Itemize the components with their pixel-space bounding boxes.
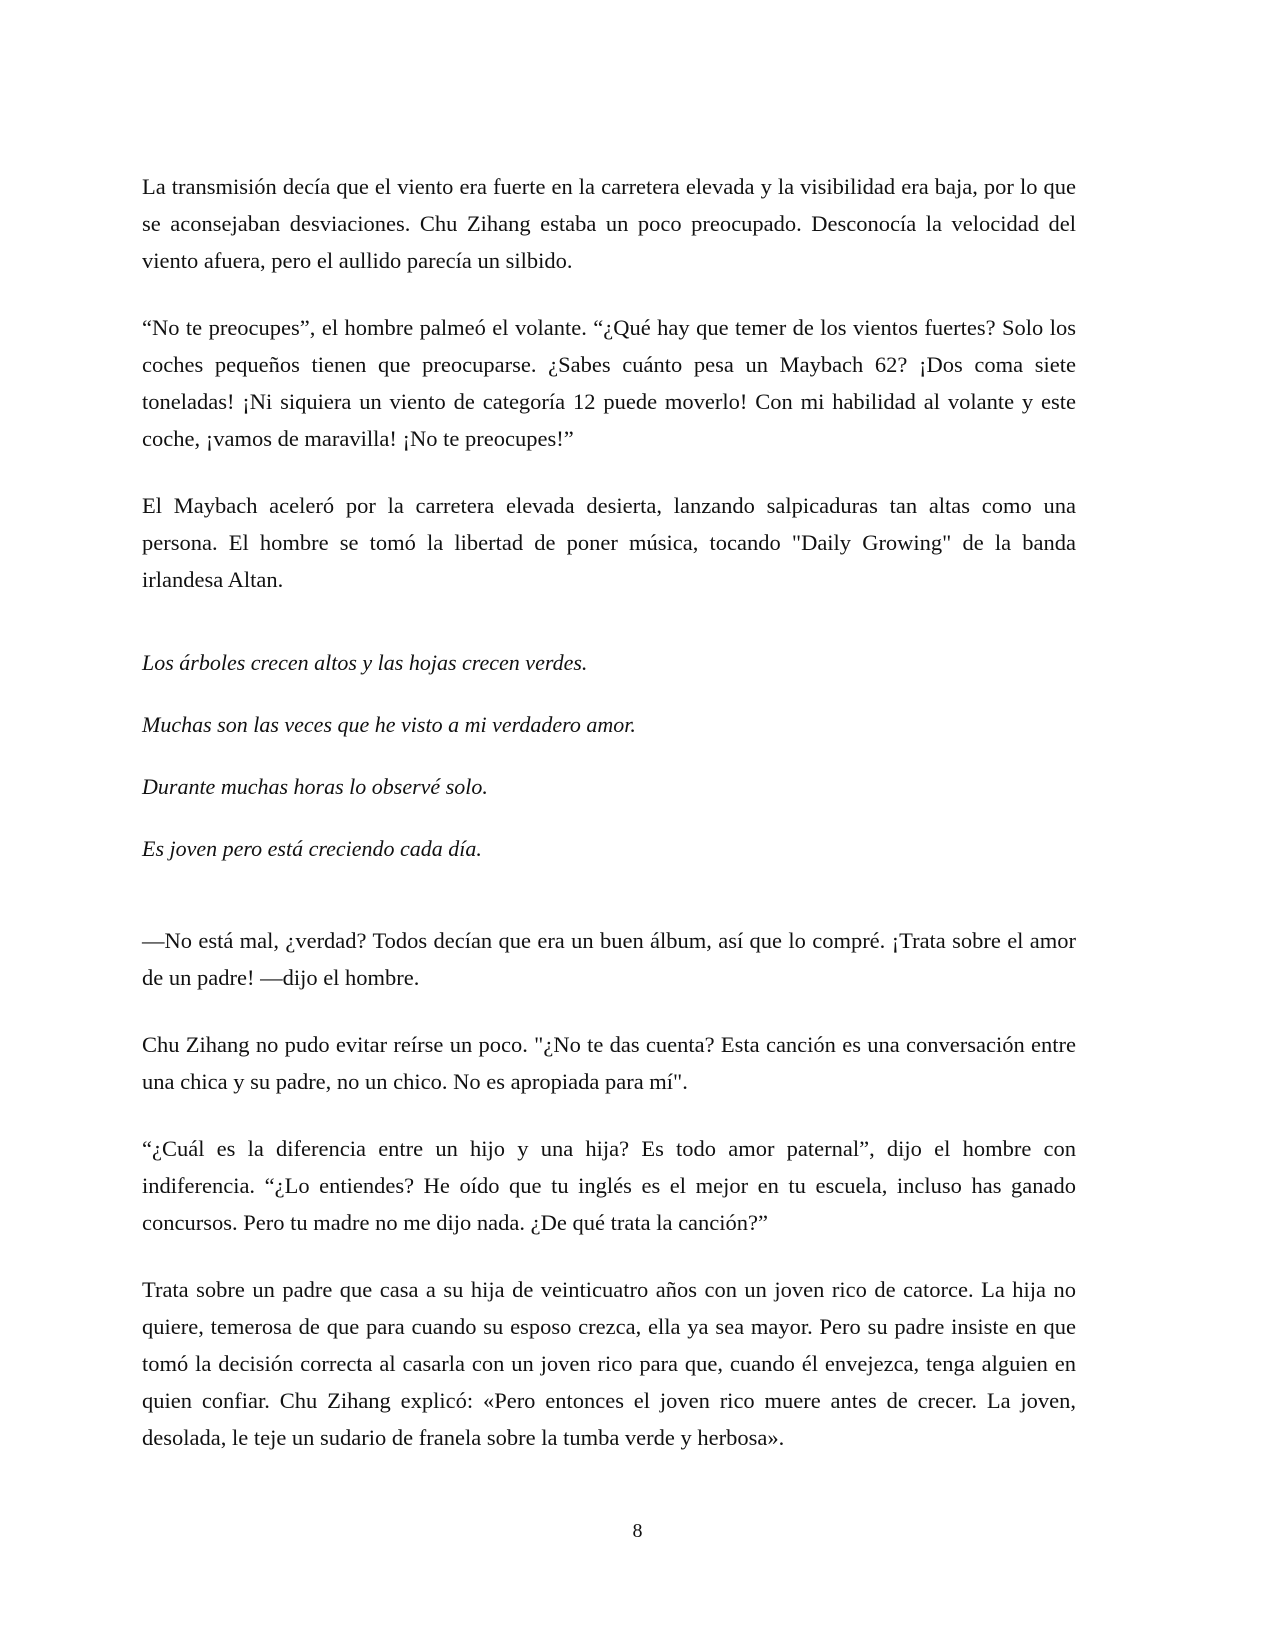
page-number: 8 [632, 1520, 643, 1542]
section-before-lyrics [142, 168, 1076, 598]
body-paragraph: El Maybach aceleró por la carretera elevada desierta, lanzando salpicaduras tan altas como una persona. El hombre se tomó la libertad de poner música, tocando "Daily Growing" de la banda irlandesa Altan. [142, 493, 1076, 592]
body-paragraph: —No está mal, ¿verdad? Todos decían que era un buen álbum, así que lo compré. ¡Trata sobre el amor de un padre! —dijo el hombre. [142, 928, 1076, 990]
body-paragraph: Chu Zihang no pudo evitar reírse un poco. "¿No te das cuenta? Esta canción es una conversación entre una chica y su padre, no un chico. No es apropiada para mí". [142, 1032, 1076, 1094]
body-paragraph: Trata sobre un padre que casa a su hija de veinticuatro años con un joven rico de catorce. La hija no quiere, temerosa de que para cuando su esposo crezca, ella ya sea mayor. Pero su padre insiste en que tomó la decisión correcta al casarla con un joven rico para que, cuando él envejezca, tenga alguien en quien confiar. Chu Zihang explicó: «Pero entonces el joven rico muere antes de crecer. La joven, desolada, le teje un sudario de franela sobre la tumba verde y herbosa». [142, 1277, 1076, 1450]
page-content [142, 168, 1076, 1456]
lyric-line: Durante muchas horas lo observé solo. [142, 774, 488, 799]
body-paragraph: “¿Cuál es la diferencia entre un hijo y una hija? Es todo amor paternal”, dijo el hombre con indiferencia. “¿Lo entiendes? He oído que tu inglés es el mejor en tu escuela, incluso has ganado concursos. Pero tu madre no me dijo nada. ¿De qué trata la canción?” [142, 1136, 1076, 1235]
body-paragraph: “No te preocupes”, el hombre palmeó el volante. “¿Qué hay que temer de los vientos fuertes? Solo los coches pequeños tienen que preocuparse. ¿Sabes cuánto pesa un Maybach 62? ¡Dos coma siete toneladas! ¡Ni siquiera un viento de categoría 12 puede moverlo! Con mi habilidad al volante y este coche, ¡vamos de maravilla! ¡No te preocupes!” [142, 315, 1076, 451]
body-paragraph: La transmisión decía que el viento era fuerte en la carretera elevada y la visibilidad era baja, por lo que se aconsejaban desviaciones. Chu Zihang estaba un poco preocupado. Desconocía la velocidad del viento afuera, pero el aullido parecía un silbido. [142, 174, 1076, 273]
lyric-line: Los árboles crecen altos y las hojas crecen verdes. [142, 650, 588, 675]
song-lyrics-block [142, 646, 1076, 866]
lyric-line: Muchas son las veces que he visto a mi verdadero amor. [142, 712, 636, 737]
section-after-lyrics [142, 922, 1076, 1456]
lyric-line: Es joven pero está creciendo cada día. [142, 836, 482, 861]
